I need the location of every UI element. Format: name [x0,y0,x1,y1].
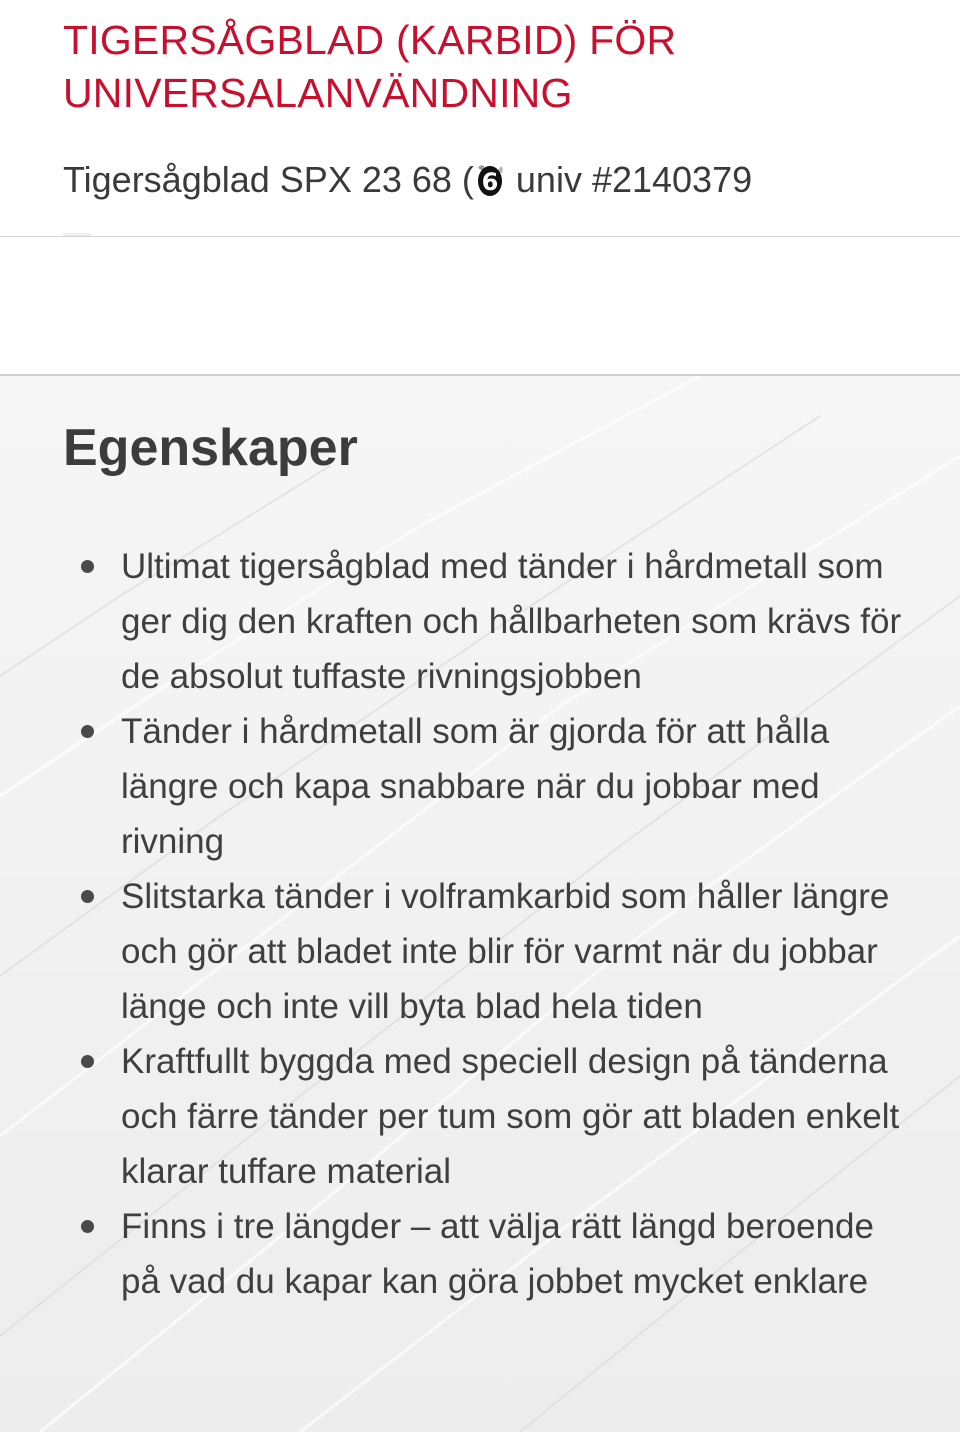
bullet-icon [81,1220,94,1233]
divider-mark [63,233,91,236]
bullet-icon [81,725,94,738]
feature-text: Tänder i hårdmetall som är gjorda för att hålla längre och kapa snabbare när du jobbar med rivning [121,712,830,861]
list-item [0,539,960,704]
feature-text: Ultimat tigersågblad med tänder i hårdmetall som ger dig den kraften och hållbarheten som krävs för de absolut tuffaste rivningsjobben [121,547,902,696]
empty-section [0,237,960,376]
bullet-icon [81,1055,94,1068]
bullet-icon [81,890,94,903]
product-header [0,0,960,237]
number-six-badge-icon [475,160,505,198]
feature-text: Slitstarka tänder i volframkarbid som håller längre och gör att bladet inte blir för varmt när du jobbar länge och inte vill byta blad hela tiden [121,877,890,1026]
product-title: TIGERSÅGBLAD (KARBID) FÖR UNIVERSALANVÄNDNING [63,17,677,116]
badge-digit: 6 [481,168,499,196]
subtitle-text-after: univ #2140379 [505,159,753,200]
list-item [0,704,960,869]
feature-text: Kraftfullt byggda med speciell design på tänderna och färre tänder per tum som gör att bladen enkelt klarar tuffare material [121,1042,900,1191]
feature-text: Finns i tre längder – att välja rätt längd beroende på vad du kapar kan göra jobbet mycket enklare [121,1207,874,1301]
feature-list [0,539,960,1309]
product-subtitle [63,154,752,206]
bullet-icon [81,560,94,573]
list-item [0,1199,960,1309]
features-section [0,376,960,1432]
list-item [0,869,960,1034]
features-heading: Egenskaper [63,419,358,477]
list-item [0,1034,960,1199]
subtitle-text-before: Tigersågblad SPX 23 68 ( [63,159,474,200]
